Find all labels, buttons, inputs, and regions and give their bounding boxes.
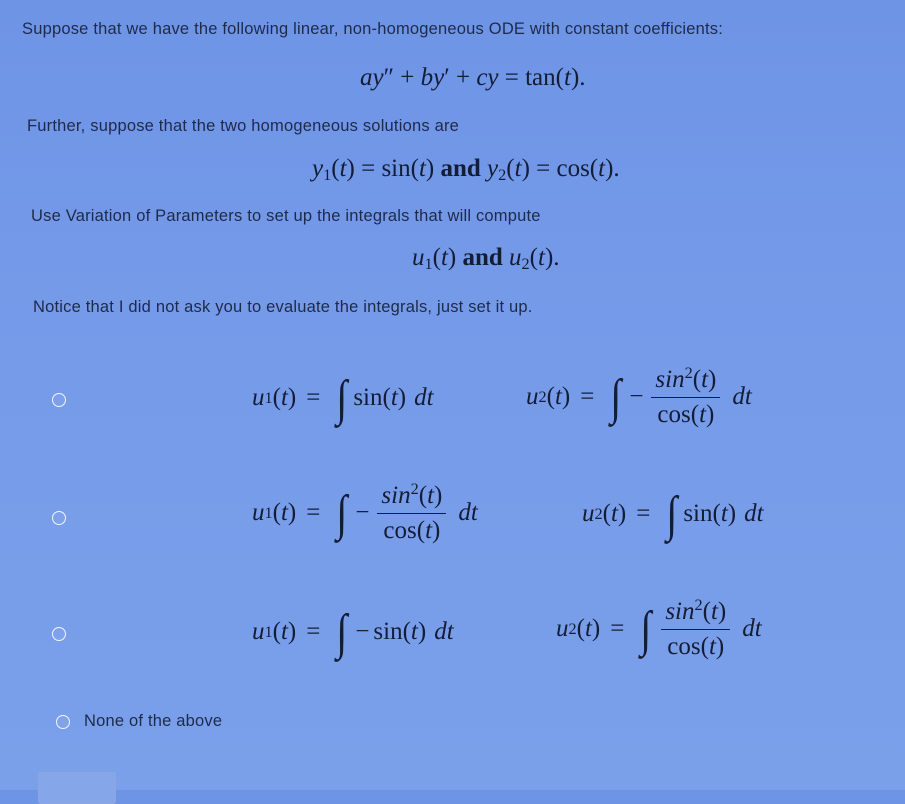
option-2-radio[interactable] <box>52 511 66 525</box>
option-3-u1: u 1 ( t ) = ∫ − sin( t ) dt <box>252 603 454 660</box>
option-2-u2: u 2 ( t ) = ∫ sin( t ) dt <box>582 485 764 542</box>
question-intro: Suppose that we have the following linear, non-homogeneous ODE with constant coefficients: <box>22 20 724 38</box>
none-option-label[interactable]: None of the above <box>84 712 223 730</box>
notice-text: Notice that I did not ask you to evaluate the integrals, just set it up. <box>33 298 533 316</box>
option-1-u1: u 1 ( t ) = ∫ sin( t ) dt <box>252 369 434 426</box>
instruction-text: Use Variation of Parameters to set up the integrals that will compute <box>31 207 541 225</box>
option-1-radio[interactable] <box>52 393 66 407</box>
homogeneous-solutions: $y_1(t) = \sin(t)$ and $y_2(t) = \cos(t)$. <box>312 155 620 185</box>
option-1-u2: u 2 ( t ) = ∫ − $\frac{\sin^2(t)}{\cos(t)}$ dt <box>526 363 752 428</box>
option-3-u2: u 2 ( t ) = ∫ $\frac{\sin^2(t)}{\cos(t)}$ dt <box>556 595 762 660</box>
option-2-u1: u 1 ( t ) = ∫ − $\frac{\sin^2(t)}{\cos(t)}$ dt <box>252 479 478 544</box>
submit-button[interactable] <box>38 772 116 804</box>
further-text: Further, suppose that the two homogeneous solutions are <box>27 117 460 135</box>
none-option-radio[interactable] <box>56 715 70 729</box>
ode-equation: ay″ + by′ + cy = tan(t). <box>360 64 586 91</box>
target-functions: $u_1(t)$ and $u_2(t)$. <box>412 244 560 274</box>
option-3-radio[interactable] <box>52 627 66 641</box>
